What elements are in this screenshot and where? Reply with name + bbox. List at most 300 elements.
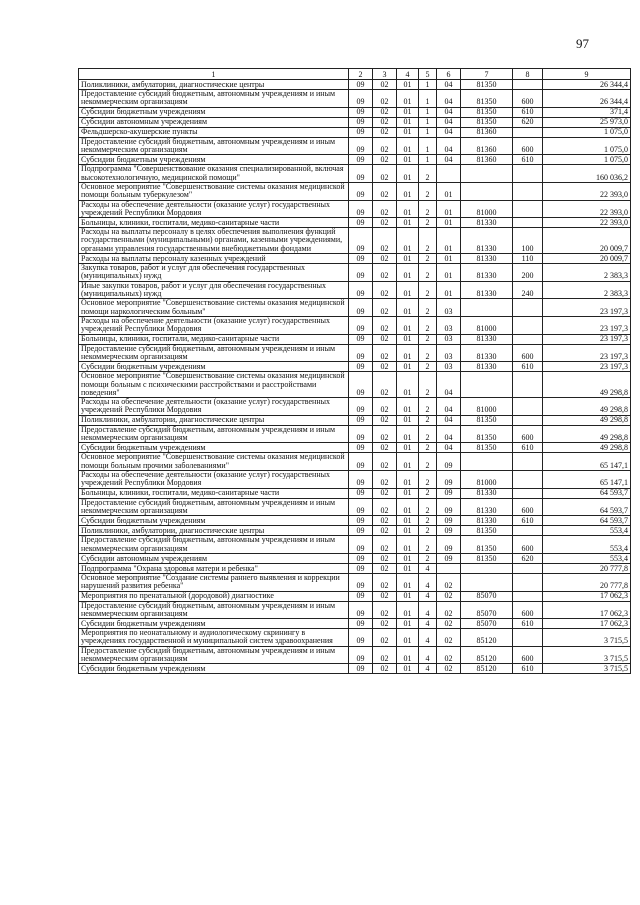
code-activity: 09 bbox=[437, 488, 461, 498]
code-section: 09 bbox=[349, 563, 373, 573]
row-amount: 49 298,8 bbox=[543, 372, 631, 398]
page-number: 97 bbox=[576, 36, 589, 51]
code-subsection: 02 bbox=[373, 619, 397, 629]
code-subsection: 02 bbox=[373, 573, 397, 591]
row-amount: 23 197,3 bbox=[543, 362, 631, 372]
code-activity: 04 bbox=[437, 127, 461, 137]
code-program: 01 bbox=[397, 90, 419, 108]
row-amount: 49 298,8 bbox=[543, 443, 631, 453]
code-activity: 04 bbox=[437, 137, 461, 155]
code-section: 09 bbox=[349, 107, 373, 117]
row-name: Больницы, клиники, госпитали, медико-санитарные части bbox=[79, 488, 349, 498]
row-name: Субсидии бюджетным учреждениям bbox=[79, 107, 349, 117]
code-subprogram: 2 bbox=[419, 443, 437, 453]
code-expense-type: 610 bbox=[513, 443, 543, 453]
row-amount: 49 298,8 bbox=[543, 398, 631, 416]
table-row bbox=[79, 619, 631, 629]
code-direction: 81350 bbox=[461, 526, 513, 536]
column-header: 7 bbox=[461, 69, 513, 80]
code-subsection: 02 bbox=[373, 425, 397, 443]
table-row bbox=[79, 264, 631, 282]
code-subprogram: 2 bbox=[419, 334, 437, 344]
row-name: Основное мероприятие "Совершенствование системы оказания медицинской помощи больным туберкулезом" bbox=[79, 182, 349, 200]
code-program: 01 bbox=[397, 200, 419, 218]
code-activity: 03 bbox=[437, 334, 461, 344]
code-section: 09 bbox=[349, 281, 373, 299]
table-row bbox=[79, 563, 631, 573]
table-row bbox=[79, 471, 631, 489]
code-expense-type: 620 bbox=[513, 553, 543, 563]
row-name: Субсидии автономным учреждениям bbox=[79, 553, 349, 563]
row-amount: 22 393,0 bbox=[543, 218, 631, 228]
table-row bbox=[79, 372, 631, 398]
code-program: 01 bbox=[397, 127, 419, 137]
code-expense-type: 600 bbox=[513, 536, 543, 554]
code-program: 01 bbox=[397, 646, 419, 664]
code-expense-type: 610 bbox=[513, 516, 543, 526]
code-subprogram: 2 bbox=[419, 281, 437, 299]
code-direction: 81330 bbox=[461, 516, 513, 526]
code-activity: 04 bbox=[437, 107, 461, 117]
row-name: Субсидии бюджетным учреждениям bbox=[79, 155, 349, 165]
row-amount: 553,4 bbox=[543, 536, 631, 554]
code-program: 01 bbox=[397, 425, 419, 443]
table-row bbox=[79, 117, 631, 127]
row-name: Подпрограмма "Охрана здоровья матери и ребенка" bbox=[79, 563, 349, 573]
code-subsection: 02 bbox=[373, 498, 397, 516]
code-subprogram: 2 bbox=[419, 516, 437, 526]
code-subprogram: 2 bbox=[419, 362, 437, 372]
row-name: Больницы, клиники, госпитали, медико-санитарные части bbox=[79, 218, 349, 228]
code-expense-type: 600 bbox=[513, 646, 543, 664]
code-program: 01 bbox=[397, 254, 419, 264]
code-section: 09 bbox=[349, 526, 373, 536]
table-row bbox=[79, 362, 631, 372]
code-subsection: 02 bbox=[373, 488, 397, 498]
code-direction: 81350 bbox=[461, 107, 513, 117]
code-activity: 02 bbox=[437, 664, 461, 674]
row-amount: 2 383,3 bbox=[543, 281, 631, 299]
code-section: 09 bbox=[349, 228, 373, 254]
code-activity: 09 bbox=[437, 536, 461, 554]
row-name: Предоставление субсидий бюджетным, автономным учреждениям и иным некоммерческим организациям bbox=[79, 498, 349, 516]
code-activity: 01 bbox=[437, 264, 461, 282]
code-section: 09 bbox=[349, 425, 373, 443]
code-program: 01 bbox=[397, 488, 419, 498]
code-expense-type bbox=[513, 629, 543, 647]
code-expense-type bbox=[513, 573, 543, 591]
table-row bbox=[79, 344, 631, 362]
column-header: 9 bbox=[543, 69, 631, 80]
code-program: 01 bbox=[397, 591, 419, 601]
row-name: Основное мероприятие "Совершенствование системы оказания медицинской помощи больным с психическими расстройствами и расстройствами поведения" bbox=[79, 372, 349, 398]
table-header-row bbox=[79, 69, 631, 80]
code-subsection: 02 bbox=[373, 646, 397, 664]
code-section: 09 bbox=[349, 573, 373, 591]
code-program: 01 bbox=[397, 471, 419, 489]
table-row bbox=[79, 218, 631, 228]
code-expense-type bbox=[513, 80, 543, 90]
row-name: Расходы на обеспечение деятельности (оказание услуг) государственных учреждений Республики Мордовия bbox=[79, 200, 349, 218]
code-direction: 85120 bbox=[461, 664, 513, 674]
code-activity bbox=[437, 563, 461, 573]
code-subprogram: 1 bbox=[419, 107, 437, 117]
row-amount: 23 197,3 bbox=[543, 334, 631, 344]
row-amount: 65 147,1 bbox=[543, 471, 631, 489]
table-row bbox=[79, 415, 631, 425]
code-section: 09 bbox=[349, 127, 373, 137]
row-name: Предоставление субсидий бюджетным, автономным учреждениям и иным некоммерческим организациям bbox=[79, 425, 349, 443]
row-amount: 17 062,3 bbox=[543, 591, 631, 601]
row-name: Предоставление субсидий бюджетным, автономным учреждениям и иным некоммерческим организациям bbox=[79, 90, 349, 108]
code-direction: 81350 bbox=[461, 80, 513, 90]
code-section: 09 bbox=[349, 629, 373, 647]
table-row bbox=[79, 591, 631, 601]
code-activity: 01 bbox=[437, 182, 461, 200]
code-expense-type bbox=[513, 316, 543, 334]
code-subsection: 02 bbox=[373, 90, 397, 108]
code-direction bbox=[461, 453, 513, 471]
code-subsection: 02 bbox=[373, 299, 397, 317]
table-row bbox=[79, 107, 631, 117]
code-subsection: 02 bbox=[373, 362, 397, 372]
code-direction bbox=[461, 563, 513, 573]
code-expense-type bbox=[513, 127, 543, 137]
code-expense-type bbox=[513, 200, 543, 218]
code-section: 09 bbox=[349, 200, 373, 218]
row-amount: 23 197,3 bbox=[543, 299, 631, 317]
table-row bbox=[79, 516, 631, 526]
code-program: 01 bbox=[397, 137, 419, 155]
code-program: 01 bbox=[397, 536, 419, 554]
code-expense-type bbox=[513, 563, 543, 573]
code-program: 01 bbox=[397, 281, 419, 299]
row-amount: 3 715,5 bbox=[543, 664, 631, 674]
code-subsection: 02 bbox=[373, 629, 397, 647]
code-section: 09 bbox=[349, 344, 373, 362]
code-program: 01 bbox=[397, 117, 419, 127]
code-program: 01 bbox=[397, 498, 419, 516]
table-row bbox=[79, 425, 631, 443]
code-subprogram: 1 bbox=[419, 90, 437, 108]
code-program: 01 bbox=[397, 629, 419, 647]
code-subprogram: 2 bbox=[419, 498, 437, 516]
code-expense-type bbox=[513, 182, 543, 200]
code-activity: 03 bbox=[437, 362, 461, 372]
row-name: Субсидии бюджетным учреждениям bbox=[79, 664, 349, 674]
code-subsection: 02 bbox=[373, 137, 397, 155]
code-program: 01 bbox=[397, 334, 419, 344]
code-subprogram: 2 bbox=[419, 415, 437, 425]
table-row bbox=[79, 536, 631, 554]
table-row bbox=[79, 488, 631, 498]
code-expense-type: 610 bbox=[513, 155, 543, 165]
row-name: Основное мероприятие "Совершенствование системы оказания медицинской помощи наркологическим больным" bbox=[79, 299, 349, 317]
code-direction: 81000 bbox=[461, 316, 513, 334]
table-row bbox=[79, 165, 631, 183]
code-direction: 81350 bbox=[461, 443, 513, 453]
code-section: 09 bbox=[349, 398, 373, 416]
code-direction: 81330 bbox=[461, 254, 513, 264]
code-direction: 81330 bbox=[461, 498, 513, 516]
table-row bbox=[79, 646, 631, 664]
row-name: Субсидии бюджетным учреждениям bbox=[79, 516, 349, 526]
code-direction: 81330 bbox=[461, 228, 513, 254]
code-subsection: 02 bbox=[373, 471, 397, 489]
code-section: 09 bbox=[349, 254, 373, 264]
code-activity: 04 bbox=[437, 415, 461, 425]
code-section: 09 bbox=[349, 362, 373, 372]
code-direction: 81330 bbox=[461, 281, 513, 299]
code-subsection: 02 bbox=[373, 372, 397, 398]
code-subprogram: 2 bbox=[419, 372, 437, 398]
row-name: Подпрограмма "Совершенствование оказания специализированной, включая высокотехнологичную, медицинской помощи" bbox=[79, 165, 349, 183]
code-direction: 81360 bbox=[461, 137, 513, 155]
row-name: Субсидии бюджетным учреждениям bbox=[79, 443, 349, 453]
code-expense-type bbox=[513, 415, 543, 425]
code-subprogram: 4 bbox=[419, 664, 437, 674]
code-section: 09 bbox=[349, 601, 373, 619]
code-subsection: 02 bbox=[373, 127, 397, 137]
code-activity: 03 bbox=[437, 299, 461, 317]
code-section: 09 bbox=[349, 664, 373, 674]
code-subprogram: 4 bbox=[419, 619, 437, 629]
code-direction: 81350 bbox=[461, 425, 513, 443]
code-subsection: 02 bbox=[373, 200, 397, 218]
table-row bbox=[79, 398, 631, 416]
code-subprogram: 2 bbox=[419, 453, 437, 471]
table-row bbox=[79, 553, 631, 563]
code-subprogram: 2 bbox=[419, 536, 437, 554]
row-amount: 22 393,0 bbox=[543, 200, 631, 218]
row-name: Субсидии автономным учреждениям bbox=[79, 117, 349, 127]
column-header: 6 bbox=[437, 69, 461, 80]
row-amount: 64 593,7 bbox=[543, 516, 631, 526]
table-row bbox=[79, 182, 631, 200]
code-subprogram: 2 bbox=[419, 553, 437, 563]
code-expense-type: 600 bbox=[513, 90, 543, 108]
code-direction: 81000 bbox=[461, 398, 513, 416]
code-section: 09 bbox=[349, 334, 373, 344]
row-name: Расходы на обеспечение деятельности (оказание услуг) государственных учреждений Республики Мордовия bbox=[79, 398, 349, 416]
row-name: Фельдшерско-акушерские пункты bbox=[79, 127, 349, 137]
code-activity: 01 bbox=[437, 281, 461, 299]
code-subprogram: 2 bbox=[419, 471, 437, 489]
code-program: 01 bbox=[397, 182, 419, 200]
code-activity: 04 bbox=[437, 117, 461, 127]
code-program: 01 bbox=[397, 316, 419, 334]
code-expense-type: 110 bbox=[513, 254, 543, 264]
code-subsection: 02 bbox=[373, 117, 397, 127]
code-subprogram: 4 bbox=[419, 601, 437, 619]
code-expense-type: 600 bbox=[513, 137, 543, 155]
code-program: 01 bbox=[397, 80, 419, 90]
code-subsection: 02 bbox=[373, 398, 397, 416]
table-row bbox=[79, 601, 631, 619]
row-name: Расходы на выплаты персоналу в целях обеспечения выполнения функций государственными (муниципальными) органами, казенными учреждениями, органами управления государственными внебюджетными фондами bbox=[79, 228, 349, 254]
code-expense-type: 600 bbox=[513, 601, 543, 619]
row-amount: 64 593,7 bbox=[543, 498, 631, 516]
code-direction: 85070 bbox=[461, 591, 513, 601]
row-amount: 1 075,0 bbox=[543, 127, 631, 137]
code-section: 09 bbox=[349, 553, 373, 563]
code-subsection: 02 bbox=[373, 182, 397, 200]
code-section: 09 bbox=[349, 488, 373, 498]
code-section: 09 bbox=[349, 646, 373, 664]
code-program: 01 bbox=[397, 563, 419, 573]
row-name: Расходы на выплаты персоналу казенных учреждений bbox=[79, 254, 349, 264]
column-header: 8 bbox=[513, 69, 543, 80]
row-amount: 17 062,3 bbox=[543, 619, 631, 629]
row-name: Предоставление субсидий бюджетным, автономным учреждениям и иным некоммерческим организациям bbox=[79, 601, 349, 619]
code-subsection: 02 bbox=[373, 536, 397, 554]
row-name: Предоставление субсидий бюджетным, автономным учреждениям и иным некоммерческим организациям bbox=[79, 646, 349, 664]
code-activity: 04 bbox=[437, 425, 461, 443]
row-amount: 49 298,8 bbox=[543, 415, 631, 425]
code-activity: 03 bbox=[437, 344, 461, 362]
code-expense-type: 610 bbox=[513, 362, 543, 372]
code-direction: 81330 bbox=[461, 362, 513, 372]
column-header: 2 bbox=[349, 69, 373, 80]
code-subsection: 02 bbox=[373, 80, 397, 90]
table-body bbox=[79, 80, 631, 674]
column-header: 4 bbox=[397, 69, 419, 80]
code-section: 09 bbox=[349, 90, 373, 108]
code-subsection: 02 bbox=[373, 344, 397, 362]
code-subprogram: 1 bbox=[419, 155, 437, 165]
row-name: Поликлиники, амбулатории, диагностические центры bbox=[79, 526, 349, 536]
code-activity: 04 bbox=[437, 80, 461, 90]
code-subprogram: 2 bbox=[419, 398, 437, 416]
code-program: 01 bbox=[397, 362, 419, 372]
code-expense-type: 240 bbox=[513, 281, 543, 299]
code-activity: 04 bbox=[437, 443, 461, 453]
code-subprogram: 4 bbox=[419, 591, 437, 601]
code-direction: 81330 bbox=[461, 218, 513, 228]
row-amount: 20 009,7 bbox=[543, 254, 631, 264]
table-row bbox=[79, 629, 631, 647]
code-expense-type: 600 bbox=[513, 498, 543, 516]
code-subprogram: 2 bbox=[419, 218, 437, 228]
code-activity: 04 bbox=[437, 90, 461, 108]
row-name: Основное мероприятие "Совершенствование системы оказания медицинской помощи больным прочими заболеваниями" bbox=[79, 453, 349, 471]
code-activity: 09 bbox=[437, 453, 461, 471]
code-section: 09 bbox=[349, 80, 373, 90]
code-direction: 85070 bbox=[461, 601, 513, 619]
row-name: Мероприятия по пренатальной (дородовой) диагностике bbox=[79, 591, 349, 601]
code-subprogram: 2 bbox=[419, 165, 437, 183]
table-row bbox=[79, 526, 631, 536]
code-section: 09 bbox=[349, 182, 373, 200]
row-amount: 160 036,2 bbox=[543, 165, 631, 183]
table-row bbox=[79, 281, 631, 299]
code-expense-type: 610 bbox=[513, 107, 543, 117]
code-program: 01 bbox=[397, 107, 419, 117]
code-section: 09 bbox=[349, 372, 373, 398]
code-direction: 81330 bbox=[461, 264, 513, 282]
row-name: Расходы на обеспечение деятельности (оказание услуг) государственных учреждений Республики Мордовия bbox=[79, 316, 349, 334]
row-amount: 26 344,4 bbox=[543, 80, 631, 90]
code-expense-type bbox=[513, 591, 543, 601]
code-activity: 02 bbox=[437, 646, 461, 664]
code-subsection: 02 bbox=[373, 316, 397, 334]
code-program: 01 bbox=[397, 344, 419, 362]
code-direction bbox=[461, 182, 513, 200]
code-program: 01 bbox=[397, 415, 419, 425]
code-direction: 81000 bbox=[461, 200, 513, 218]
row-name: Мероприятия по неонатальному и аудиологическому скринингу в учреждениях государственной и муниципальной систем здравоохранения bbox=[79, 629, 349, 647]
code-subprogram: 2 bbox=[419, 425, 437, 443]
code-activity: 03 bbox=[437, 316, 461, 334]
column-header: 1 bbox=[79, 69, 349, 80]
code-direction bbox=[461, 372, 513, 398]
code-subsection: 02 bbox=[373, 516, 397, 526]
code-program: 01 bbox=[397, 372, 419, 398]
code-direction: 81000 bbox=[461, 471, 513, 489]
table-row bbox=[79, 573, 631, 591]
code-subprogram: 2 bbox=[419, 254, 437, 264]
code-program: 01 bbox=[397, 443, 419, 453]
code-expense-type bbox=[513, 453, 543, 471]
budget-table bbox=[78, 68, 631, 674]
code-activity: 09 bbox=[437, 553, 461, 563]
code-subprogram: 2 bbox=[419, 299, 437, 317]
row-name: Основное мероприятие "Создание системы раннего выявления и коррекции нарушений развития ребенка" bbox=[79, 573, 349, 591]
code-expense-type bbox=[513, 471, 543, 489]
code-direction bbox=[461, 573, 513, 591]
code-section: 09 bbox=[349, 165, 373, 183]
row-amount: 20 777,8 bbox=[543, 573, 631, 591]
code-program: 01 bbox=[397, 228, 419, 254]
row-amount: 23 197,3 bbox=[543, 316, 631, 334]
row-name: Предоставление субсидий бюджетным, автономным учреждениям и иным некоммерческим организациям bbox=[79, 344, 349, 362]
code-subsection: 02 bbox=[373, 254, 397, 264]
code-expense-type: 610 bbox=[513, 619, 543, 629]
row-amount: 65 147,1 bbox=[543, 453, 631, 471]
row-name: Поликлиники, амбулатории, диагностические центры bbox=[79, 80, 349, 90]
code-program: 01 bbox=[397, 601, 419, 619]
row-name: Предоставление субсидий бюджетным, автономным учреждениям и иным некоммерческим организациям bbox=[79, 536, 349, 554]
code-subprogram: 2 bbox=[419, 264, 437, 282]
code-expense-type: 200 bbox=[513, 264, 543, 282]
code-section: 09 bbox=[349, 536, 373, 554]
code-subsection: 02 bbox=[373, 443, 397, 453]
row-amount: 26 344,4 bbox=[543, 90, 631, 108]
code-expense-type bbox=[513, 526, 543, 536]
code-activity: 04 bbox=[437, 372, 461, 398]
table-row bbox=[79, 228, 631, 254]
code-expense-type bbox=[513, 488, 543, 498]
code-subprogram: 2 bbox=[419, 488, 437, 498]
code-section: 09 bbox=[349, 443, 373, 453]
code-direction: 81350 bbox=[461, 553, 513, 563]
table-row bbox=[79, 664, 631, 674]
table-row bbox=[79, 200, 631, 218]
code-section: 09 bbox=[349, 516, 373, 526]
table-row bbox=[79, 453, 631, 471]
code-direction: 81330 bbox=[461, 488, 513, 498]
code-activity: 01 bbox=[437, 218, 461, 228]
code-direction: 81350 bbox=[461, 90, 513, 108]
code-subsection: 02 bbox=[373, 281, 397, 299]
row-amount: 2 383,3 bbox=[543, 264, 631, 282]
row-amount: 23 197,3 bbox=[543, 344, 631, 362]
row-name: Субсидии бюджетным учреждениям bbox=[79, 362, 349, 372]
code-subsection: 02 bbox=[373, 165, 397, 183]
row-amount: 371,4 bbox=[543, 107, 631, 117]
code-activity: 02 bbox=[437, 629, 461, 647]
code-subprogram: 1 bbox=[419, 117, 437, 127]
